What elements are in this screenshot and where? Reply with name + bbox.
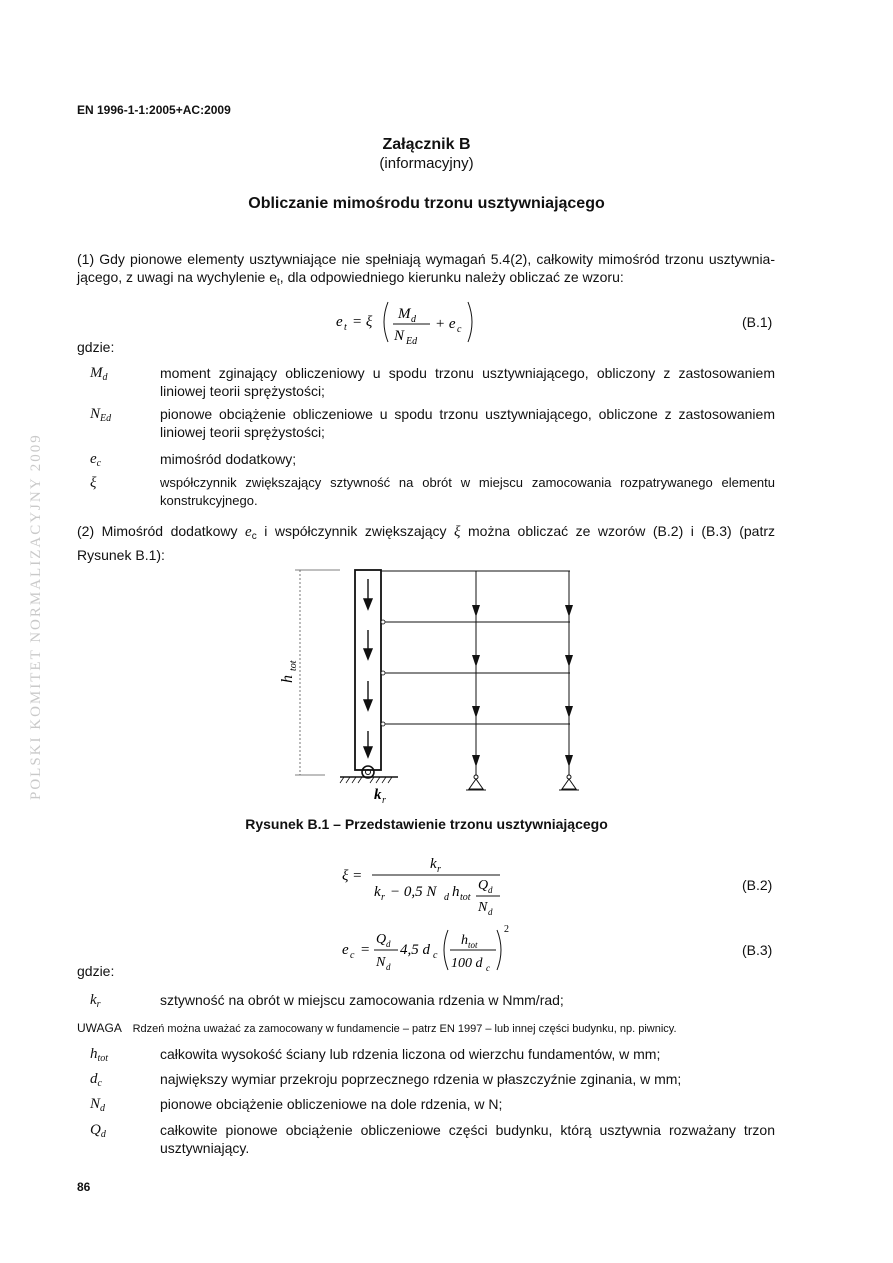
equation-b2 [336, 852, 516, 918]
eq3-frac-den: N [376, 955, 386, 970]
paragraph-1-sub: t [277, 277, 280, 288]
definition-symbol: $Q_d$ [90, 1122, 106, 1140]
equation-b3 [336, 922, 516, 978]
definition-symbol: ξ [90, 475, 97, 491]
eq1-plus: + e [435, 316, 456, 332]
column-load-arrows [472, 605, 573, 767]
eq3-power: 2 [504, 924, 509, 935]
eq2-inner-den: N [478, 900, 488, 915]
eq3-in-den: 100 d [451, 956, 483, 971]
eq3-lhs: e [342, 942, 349, 958]
definition-text: całkowite pionowe obciążenie obliczeniowe części budynku, którą usztywnia rozważany trzon usztywniający. [160, 1122, 775, 1156]
eq1-paren-left [384, 302, 388, 342]
figure-caption: Rysunek B.1 – Przedstawienie trzonu usztywniającego [245, 816, 608, 832]
definition-dc [77, 1070, 775, 1088]
eq3-paren-right [497, 930, 501, 970]
label-kr: k [374, 787, 382, 803]
eq2-den-c: h [452, 884, 460, 900]
eq3-lhs-sub: c [350, 950, 355, 961]
hinge [381, 722, 385, 726]
definition-symbol: $h_{tot}$ [90, 1046, 109, 1064]
paragraph-1-text-b: , dla odpowiedniego kierunku należy obliczać ze wzoru: [279, 269, 624, 285]
hinge [381, 671, 385, 675]
standard-reference: EN 1996-1-1:2005+AC:2009 [77, 103, 231, 117]
label-htot: h [279, 675, 296, 683]
definition-nd [77, 1095, 775, 1113]
eq2-den-a-sub: r [381, 892, 385, 903]
eq2-inner-num-sub: d [488, 885, 493, 895]
pinned-support-middle [466, 775, 486, 790]
where-label-1: gdzie: [77, 339, 115, 355]
eq3-eq: = [360, 942, 371, 958]
hinge [381, 620, 385, 624]
figure-b1 [270, 565, 600, 805]
core-load-arrows [364, 579, 372, 757]
pinned-support-right [559, 775, 579, 790]
watermark: POLSKI KOMITET NORMALIZACYJNY 2009 [28, 433, 44, 800]
label-htot-sub: tot [288, 660, 299, 671]
paragraph-2-sym2: ξ [454, 524, 461, 540]
eq3-in-den-sub: c [486, 963, 490, 973]
definition-symbol: $M_d$ [90, 365, 108, 383]
eq3-frac-num: Q [376, 932, 387, 947]
section-heading: Obliczanie mimośrodu trzonu usztywniającego [248, 195, 605, 212]
paragraph-2-sym1-sub: c [251, 531, 257, 542]
eq2-den-b-sub: d [444, 892, 449, 903]
paragraph-2 [77, 522, 775, 564]
definition-symbol: $k_r$ [90, 992, 101, 1010]
definition-symbol: $N_d$ [90, 1096, 106, 1114]
paragraph-2-text-c: można obliczać ze wzorów (B.2) i (B.3) (patrz Rysunek B.1): [77, 523, 775, 563]
eq1-plus-sub: c [457, 324, 462, 335]
eq3-frac-den-sub: d [386, 962, 391, 972]
note-label: UWAGA [77, 1021, 122, 1035]
eq1-lhs: e [336, 314, 343, 330]
definition-text: moment zginający obliczeniowy u spodu trzonu usztywniającego, obliczony z zastosowaniem liniowej teorii sprężystości; [160, 365, 775, 399]
definition-symbol: $d_c$ [90, 1071, 102, 1089]
paragraph-2-text-a: (2) Mimośród dodatkowy [77, 523, 246, 539]
where-label-2: gdzie: [77, 963, 115, 979]
paragraph-1 [77, 250, 775, 292]
eq3-frac-num-sub: d [386, 939, 391, 949]
paragraph-2-text-b: i współczynnik zwiększający [256, 523, 455, 539]
eq1-num-sub: d [411, 314, 416, 325]
eq2-inner-den-sub: d [488, 907, 493, 917]
equation-b2-number: (B.2) [742, 877, 773, 893]
definition-htot [77, 1045, 775, 1063]
rotational-spring-icon [362, 766, 374, 778]
eq3-mid-sub: c [433, 950, 438, 961]
definition-md [77, 364, 775, 400]
paragraph-2-sym1: e [245, 524, 252, 540]
note-text: Rdzeń można uważać za zamocowany w fundamencie – patrz EN 1997 – lub innej części budynku, np. piwnicy. [132, 1023, 677, 1035]
eq2-den-b: − 0,5 N [390, 884, 437, 900]
label-kr-sub: r [382, 795, 386, 805]
eq2-lhs: ξ = [342, 868, 363, 884]
definition-ec [77, 450, 775, 468]
eq2-num: k [430, 856, 437, 872]
definition-text: największy wymiar przekroju poprzecznego rdzenia w płaszczyźnie zginania, w mm; [160, 1071, 682, 1087]
eq3-paren-left [444, 930, 448, 970]
eq1-den: N [394, 328, 405, 344]
eq1-den-sub: Ed [406, 336, 418, 347]
page-number: 86 [77, 1180, 91, 1194]
eq2-den-c-sub: tot [460, 892, 471, 903]
definition-qd [77, 1121, 775, 1157]
eq2-den-a: k [374, 884, 381, 900]
equation-b1 [330, 296, 500, 348]
eq2-inner-num: Q [478, 878, 489, 893]
definition-xi [77, 474, 775, 510]
annex-status: (informacyjny) [379, 155, 474, 172]
definition-ned [77, 405, 775, 441]
eq3-in-num: h [461, 933, 468, 948]
definition-symbol: $N_{Ed}$ [90, 406, 112, 424]
eq3-in-num-sub: tot [468, 940, 478, 950]
eq1-num: M [398, 306, 411, 322]
eq3-mid: 4,5 d [400, 942, 430, 958]
definition-text: współczynnik zwiększający sztywność na obrót w miejscu zamocowania rozpatrywanego elementu konstrukcyjnego. [160, 475, 775, 508]
eq1-eq: = ξ [352, 314, 373, 330]
eq1-paren-right [468, 302, 472, 342]
definition-text: sztywność na obrót w miejscu zamocowania rdzenia w Nmm/rad; [160, 992, 564, 1008]
annex-title: Załącznik B [382, 136, 471, 153]
definition-text: pionowe obciążenie obliczeniowe na dole rdzenia, w N; [160, 1096, 503, 1112]
equation-b3-number: (B.3) [742, 942, 773, 958]
eq1-lhs-sub: t [344, 322, 347, 333]
definition-symbol: $e_c$ [90, 451, 102, 469]
paragraph-1-text-a: (1) Gdy pionowe elementy usztywniające nie spełniają wymagań 5.4(2), całkowity mimośród trzonu usztywnia-jącego, z uwagi na wychylenie e [77, 251, 775, 285]
definition-text: całkowita wysokość ściany lub rdzenia liczona od wierzchu fundamentów, w mm; [160, 1046, 661, 1062]
equation-b1-number: (B.1) [742, 314, 773, 330]
definition-text: mimośród dodatkowy; [160, 451, 297, 467]
definition-text: pionowe obciążenie obliczeniowe u spodu trzonu usztywniającego, obliczone z zastosowaniem liniowej teorii sprężystości; [160, 406, 775, 440]
note [77, 1021, 677, 1035]
eq2-num-sub: r [437, 864, 441, 875]
definition-kr [77, 991, 775, 1009]
